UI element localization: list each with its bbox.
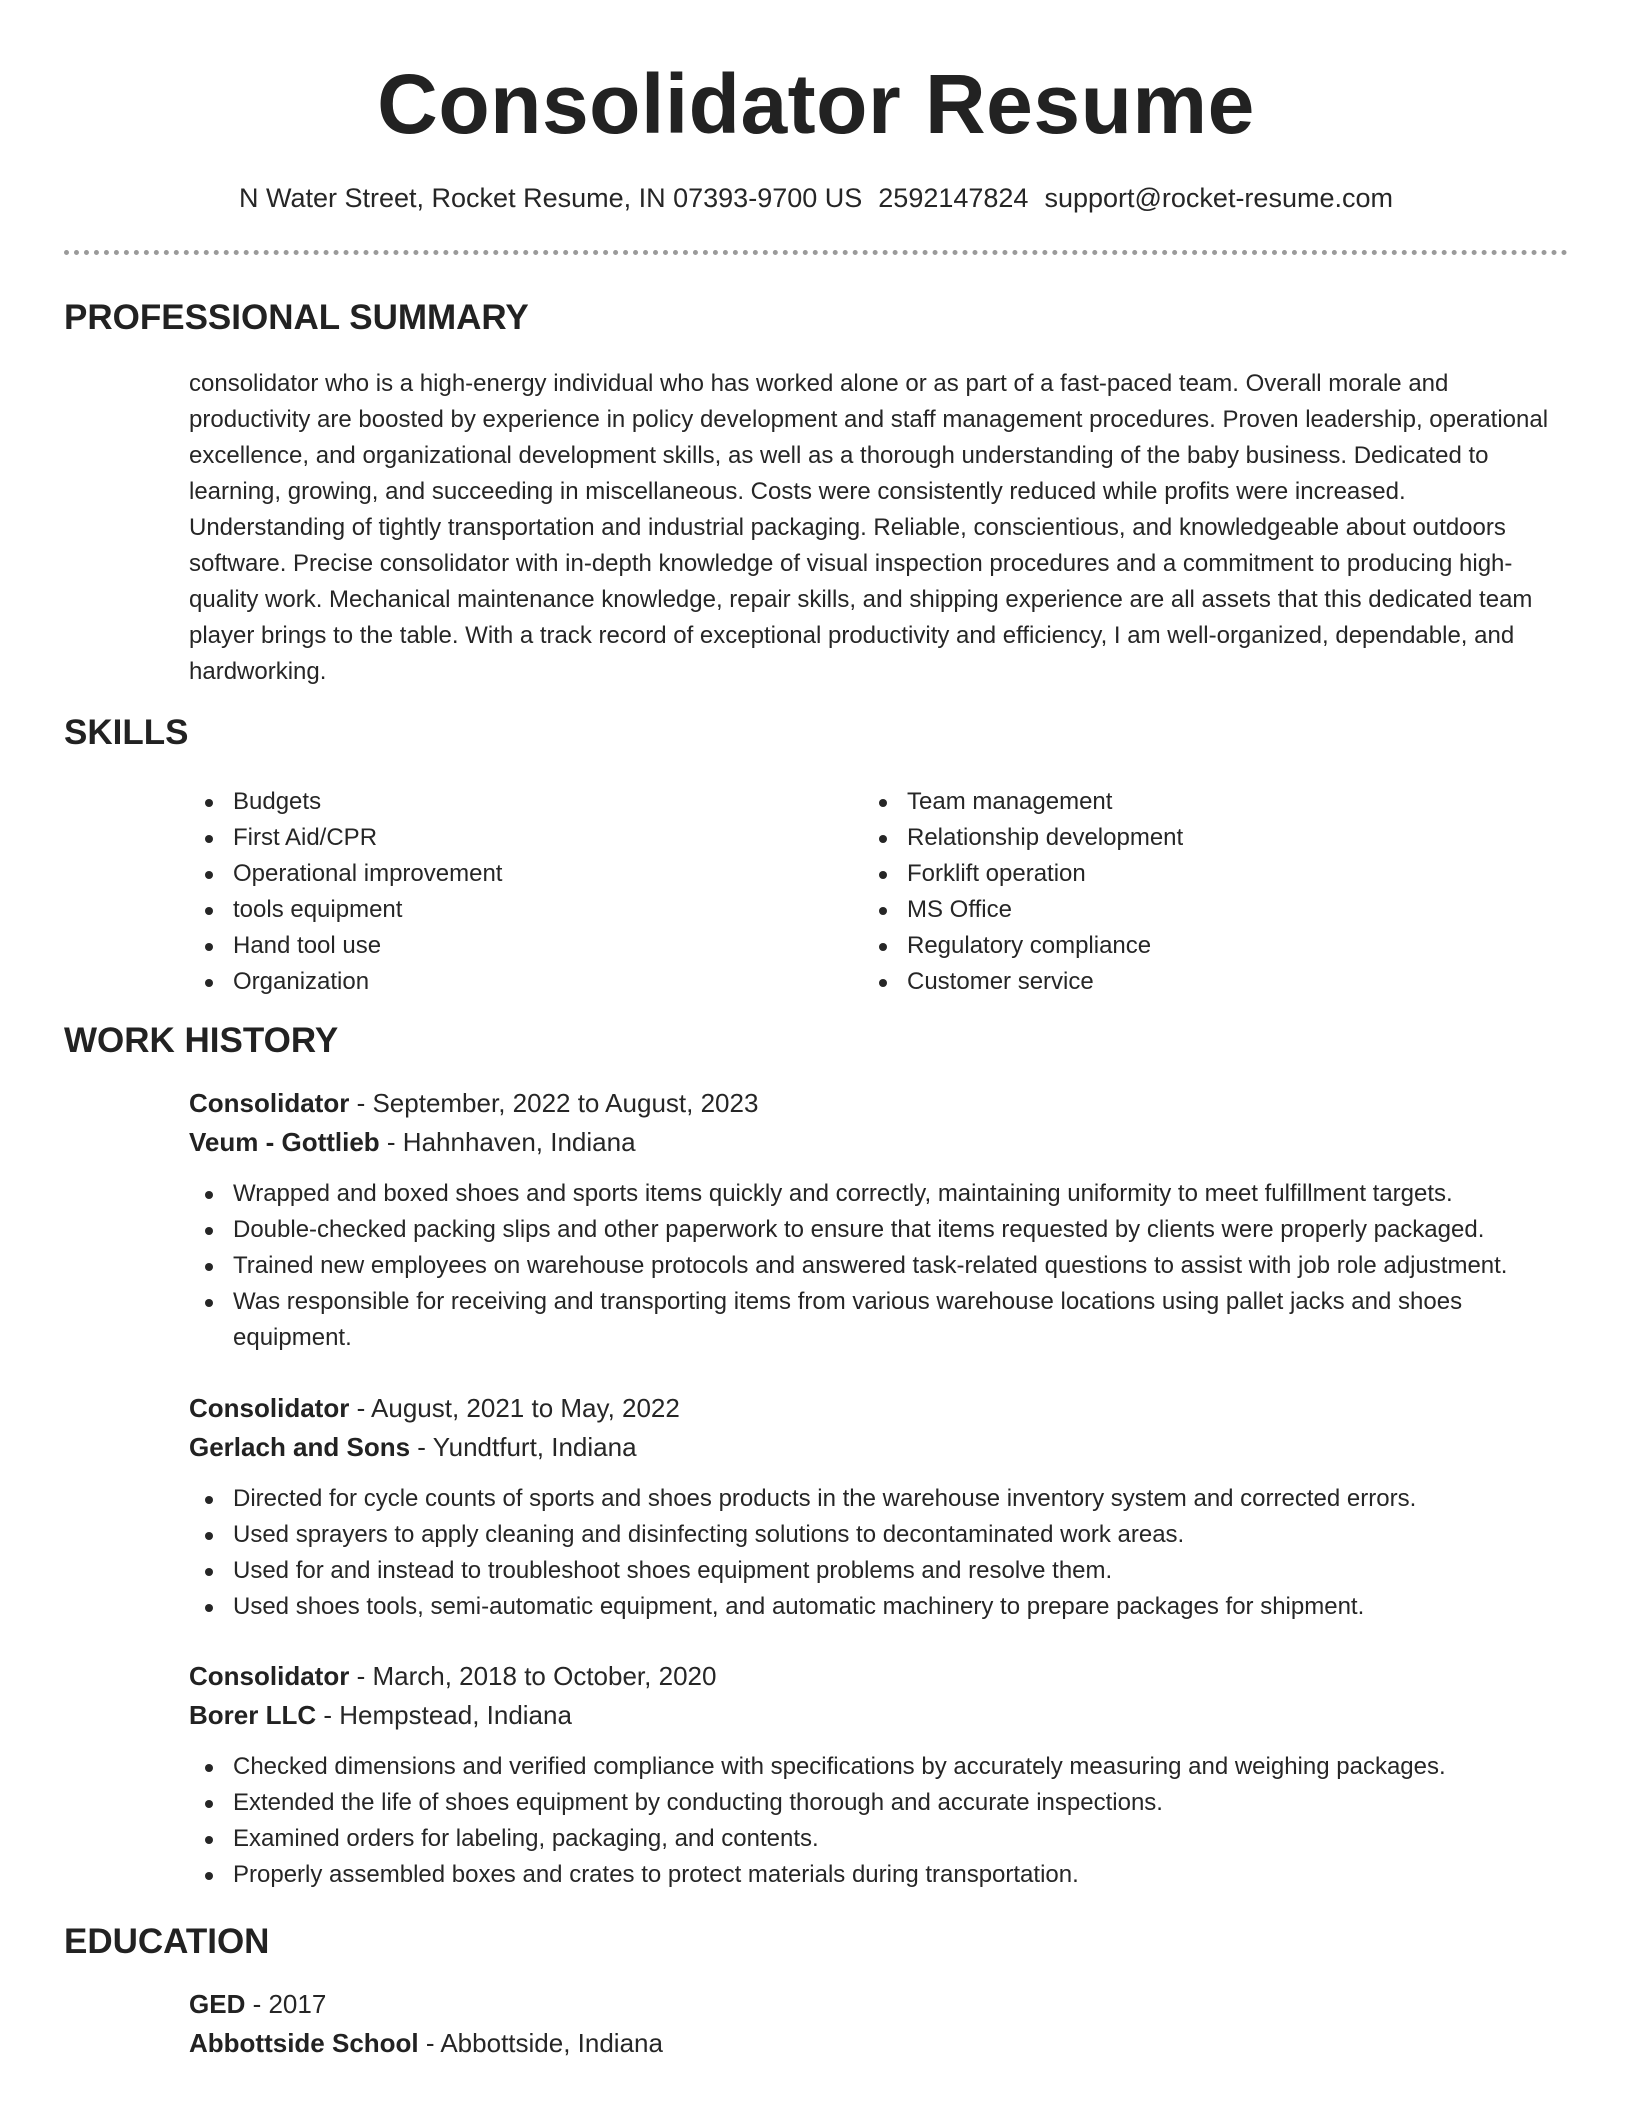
job-company: Veum - Gottlieb [189, 1127, 380, 1157]
job-duty: Directed for cycle counts of sports and shoes products in the warehouse inventory system and corrected errors. [189, 1481, 1569, 1517]
job-dates: August, 2021 to May, 2022 [371, 1393, 680, 1423]
job-company-line [189, 1696, 1569, 1735]
job-duty: Was responsible for receiving and transporting items from various warehouse locations using pallet jacks and shoes equipment. [189, 1284, 1569, 1356]
separator: - [245, 1989, 269, 2019]
summary-heading: PROFESSIONAL SUMMARY [64, 298, 529, 337]
resume-title: Consolidator Resume [377, 57, 1255, 151]
job-location: Yundtfurt, Indiana [432, 1432, 637, 1462]
separator: - [349, 1661, 373, 1691]
header-divider [64, 250, 1568, 255]
education-school: Abbottside School [189, 2028, 419, 2058]
skills-right-column [863, 784, 1503, 1000]
skill-item: Hand tool use [189, 928, 829, 964]
skill-item: Budgets [189, 784, 829, 820]
separator: - [316, 1700, 340, 1730]
skill-item: Forklift operation [863, 856, 1503, 892]
job-entry [189, 1657, 1569, 1893]
skill-item: Customer service [863, 964, 1503, 1000]
skills-list-right [863, 784, 1503, 1000]
contact-phone: 2592147824 [878, 183, 1029, 213]
skills-left-column [189, 784, 829, 1000]
job-company-line [189, 1123, 1569, 1162]
job-duty: Used shoes tools, semi-automatic equipment, and automatic machinery to prepare packages for shipment. [189, 1589, 1569, 1625]
job-entry [189, 1389, 1569, 1625]
job-duty: Extended the life of shoes equipment by conducting thorough and accurate inspections. [189, 1785, 1569, 1821]
job-company: Gerlach and Sons [189, 1432, 411, 1462]
contact-address: N Water Street, Rocket Resume, IN 07393-9700 US [239, 183, 863, 213]
job-title-line [189, 1084, 1569, 1123]
job-title-line [189, 1389, 1569, 1428]
job-title: Consolidator [189, 1088, 350, 1118]
work-history-heading: WORK HISTORY [64, 1021, 339, 1060]
job-title: Consolidator [189, 1661, 350, 1691]
summary-text: consolidator who is a high-energy individual who has worked alone or as part of a fast-paced team. Overall morale and productivity are boosted by experience in policy development and staff management procedures. Proven leadership, operational excellence, and organizational development skills, as well as a thorough understanding of the baby business. Dedicated to learning, growing, and succeeding in miscellaneous. Costs were consistently reduced while profits were increased. Understanding of tightly transportation and industrial packaging. Reliable, conscientious, and knowledgeable about outdoors software. Precise consolidator with in-depth knowledge of visual inspection procedures and a commitment to producing high-quality work. Mechanical maintenance knowledge, repair skills, and shipping experience are all assets that this dedicated team player brings to the table. With a track record of exceptional productivity and efficiency, I am well-organized, dependable, and hardworking. [189, 370, 1549, 685]
skill-item: Team management [863, 784, 1503, 820]
contact-email[interactable]: support@rocket-resume.com [1044, 183, 1393, 213]
job-duties-list [189, 1481, 1569, 1625]
job-duty: Trained new employees on warehouse protocols and answered task-related questions to assist with job role adjustment. [189, 1248, 1569, 1284]
separator: - [418, 2028, 441, 2058]
job-entry [189, 1084, 1569, 1356]
skill-item: tools equipment [189, 892, 829, 928]
skill-item: First Aid/CPR [189, 820, 829, 856]
education-year: 2017 [268, 1989, 327, 2019]
job-company-line [189, 1428, 1569, 1467]
job-title: Consolidator [189, 1393, 350, 1423]
skill-item: MS Office [863, 892, 1503, 928]
education-school-line [189, 2024, 1569, 2063]
education-degree-line [189, 1985, 1569, 2024]
education-location: Abbottside, Indiana [440, 2028, 663, 2058]
education-entry [189, 1985, 1569, 2063]
skills-heading: SKILLS [64, 713, 189, 752]
job-dates: March, 2018 to October, 2020 [372, 1661, 717, 1691]
skills-list-left [189, 784, 829, 1000]
job-duty: Used sprayers to apply cleaning and disinfecting solutions to decontaminated work areas. [189, 1517, 1569, 1553]
education-degree: GED [189, 1989, 246, 2019]
job-duty: Properly assembled boxes and crates to protect materials during transportation. [189, 1857, 1569, 1893]
job-duty: Examined orders for labeling, packaging, and contents. [189, 1821, 1569, 1857]
separator: - [349, 1088, 373, 1118]
job-title-line [189, 1657, 1569, 1696]
job-company: Borer LLC [189, 1700, 317, 1730]
education-heading: EDUCATION [64, 1922, 270, 1961]
skill-item: Operational improvement [189, 856, 829, 892]
separator: - [349, 1393, 372, 1423]
skill-item: Regulatory compliance [863, 928, 1503, 964]
job-duties-list [189, 1176, 1569, 1356]
contact-info [0, 180, 1632, 216]
job-duty: Wrapped and boxed shoes and sports items quickly and correctly, maintaining uniformity to meet fulfillment targets. [189, 1176, 1569, 1212]
job-location: Hempstead, Indiana [339, 1700, 572, 1730]
separator: - [379, 1127, 403, 1157]
job-duties-list [189, 1749, 1569, 1893]
job-location: Hahnhaven, Indiana [402, 1127, 636, 1157]
job-duty: Checked dimensions and verified compliance with specifications by accurately measuring and weighing packages. [189, 1749, 1569, 1785]
job-duty: Used for and instead to troubleshoot shoes equipment problems and resolve them. [189, 1553, 1569, 1589]
job-dates: September, 2022 to August, 2023 [372, 1088, 759, 1118]
skill-item: Organization [189, 964, 829, 1000]
skill-item: Relationship development [863, 820, 1503, 856]
separator: - [410, 1432, 433, 1462]
job-duty: Double-checked packing slips and other paperwork to ensure that items requested by clients were properly packaged. [189, 1212, 1569, 1248]
